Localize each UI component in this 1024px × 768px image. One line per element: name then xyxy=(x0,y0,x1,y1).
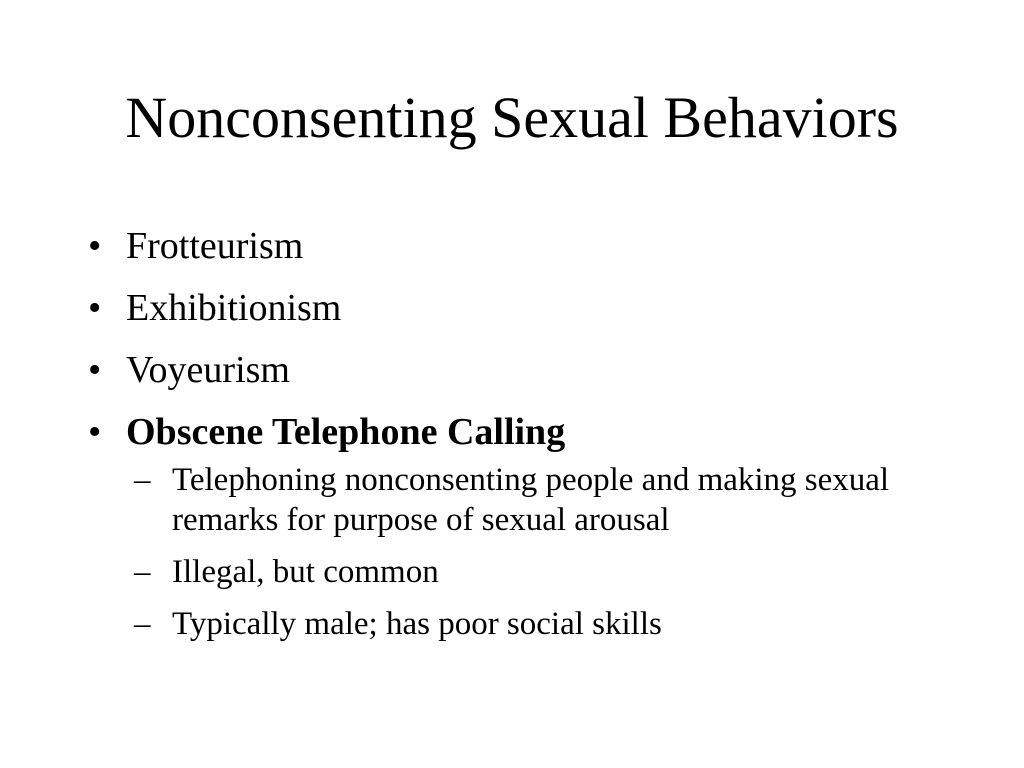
bullet-marker: • xyxy=(88,411,102,453)
bullet-text: Exhibitionism xyxy=(126,287,342,329)
bullet-item xyxy=(88,348,968,392)
sub-bullet-item xyxy=(134,604,968,644)
bullet-marker: • xyxy=(88,287,102,329)
bullet-item xyxy=(88,224,968,268)
bullet-item-highlighted xyxy=(88,410,968,644)
sub-bullet-text: Typically male; has poor social skills xyxy=(172,606,662,642)
sub-bullet-marker: – xyxy=(134,554,151,590)
bullet-marker: • xyxy=(88,225,102,267)
bullet-text: Obscene Telephone Calling xyxy=(126,411,566,453)
bullet-list xyxy=(88,224,968,662)
slide-title: Nonconsenting Sexual Behaviors xyxy=(125,85,899,150)
sub-bullet-item xyxy=(134,460,968,540)
sub-bullet-text: Illegal, but common xyxy=(172,554,439,590)
bullet-marker: • xyxy=(88,349,102,391)
sub-bullet-list xyxy=(134,460,968,644)
sub-bullet-marker: – xyxy=(134,462,151,498)
bullet-text: Voyeurism xyxy=(126,349,290,391)
sub-bullet-text: Telephoning nonconsenting people and making sexual remarks for purpose of sexual arousal xyxy=(172,462,890,538)
bullet-item xyxy=(88,286,968,330)
sub-bullet-item xyxy=(134,552,968,592)
bullet-text: Frotteurism xyxy=(126,225,304,267)
sub-bullet-marker: – xyxy=(134,606,151,642)
